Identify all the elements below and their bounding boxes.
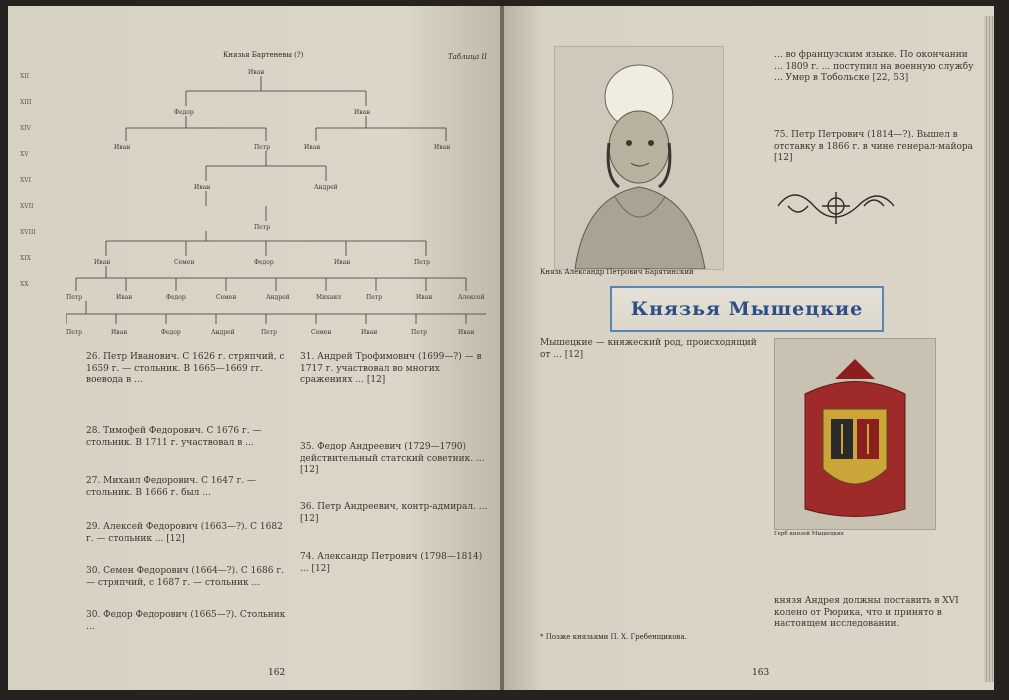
coat-of-arms [774,338,936,530]
svg-text:Иван: Иван [194,184,211,191]
portrait-caption: Князь Александр Петрович Барятинский [540,268,694,276]
svg-text:Иван: Иван [114,144,131,151]
svg-text:Петр: Петр [66,329,82,336]
svg-text:Петр: Петр [261,329,277,336]
svg-text:Алексей: Алексей [458,294,485,301]
svg-text:Андрей: Андрей [314,184,338,191]
entry-26: 26. Петр Иванович. С 1626 г. стряпчий, с 1659 г. — стольник. В 1665—1669 гг. воевода в ... [86,352,285,385]
right-page [504,6,994,690]
svg-text:Петр: Петр [254,224,270,231]
page-number-right: 163 [752,668,770,678]
svg-text:Петр: Петр [411,329,427,336]
svg-text:Федор: Федор [166,294,186,301]
svg-text:Семен: Семен [174,259,195,266]
entry-75: 75. Петр Петрович (1814—?). Вышел в отставку в 1866 г. в чине генерал-майора [12] [774,130,973,163]
ornament-icon [774,178,898,234]
svg-text:Петр: Петр [66,294,82,301]
svg-text:Иван: Иван [434,144,451,151]
svg-text:Семен: Семен [311,329,332,336]
svg-text:Семен: Семен [216,294,237,301]
svg-text:Андрей: Андрей [266,294,290,301]
svg-text:Иван: Иван [458,329,475,336]
svg-text:Иван: Иван [94,259,111,266]
page-number-left: 162 [268,668,286,678]
svg-text:Андрей: Андрей [211,329,235,336]
svg-text:Иван: Иван [111,329,128,336]
svg-text:Иван: Иван [334,259,351,266]
svg-text:Иван: Иван [416,294,433,301]
bottom-right-text: князя Андрея должны поставить в XVI колено от Рюрика, что и принято в настоящем исследовании. [774,596,959,629]
tree-title: Князья Бартеневы (?) [223,51,304,59]
svg-text:Иван: Иван [361,329,378,336]
table-label: Таблица II [448,53,487,61]
svg-text:Федор: Федор [254,259,274,266]
right-top-text: ... во французским языке. По окончании ... 1809 г. ... поступил на военную службу ... Умер в Тобольске [22, 53] [774,50,974,83]
svg-text:Иван: Иван [304,144,321,151]
svg-text:Иван: Иван [354,109,371,116]
svg-text:Петр: Петр [414,259,430,266]
entry-30b: 30. Федор Федорович (1665—?). Стольник ... [86,610,286,632]
left-page [8,6,502,690]
section-banner: Князья Мышецкие [610,286,884,332]
open-book [8,6,1000,696]
main-text: Мышецкие — княжеский род, происходящий от ... [12] [540,338,757,360]
page-edge [984,16,994,682]
entry-28: 28. Тимофей Федорович. С 1676 г. — стольник. В 1711 г. участвовал в ... [86,426,262,448]
svg-text:Федор: Федор [161,329,181,336]
entry-29: 29. Алексей Федорович (1663—?). С 1682 г. — стольник ... [12] [86,522,283,544]
svg-text:Михаил: Михаил [316,294,341,301]
entry-31: 31. Андрей Трофимович (1699—?) — в 1717 г. участвовал во многих сражениях ... [12] [300,352,482,385]
entry-27: 27. Михаил Федорович. С 1647 г. — стольник. В 1666 г. был ... [86,476,257,498]
svg-text:Иван: Иван [116,294,133,301]
entry-36: 36. Петр Андреевич, контр-адмирал. ... [12] [300,502,488,524]
entry-74: 74. Александр Петрович (1798—1814) ... [12] [300,552,483,574]
generation-labels: XII XIII XIV XV XVI XVII XVIII XIX XX [20,73,36,288]
genealogy-tree [66,46,496,346]
svg-text:Федор: Федор [174,109,194,116]
footnote: * Позже князьями П. Х. Гребенщикова. [540,633,687,641]
svg-text:Петр: Петр [366,294,382,301]
entry-30a: 30. Семен Федорович (1664—?). С 1686 г. — стряпчий, с 1687 г. — стольник ... [86,566,284,588]
portrait-engraving [554,46,724,270]
entry-35: 35. Федор Андреевич (1729—1790) действительный статский советник. ... [12] [300,442,485,475]
svg-text:Петр: Петр [254,144,270,151]
coat-caption: Герб князей Мышецких [774,531,844,537]
svg-text:Иван: Иван [248,69,265,76]
